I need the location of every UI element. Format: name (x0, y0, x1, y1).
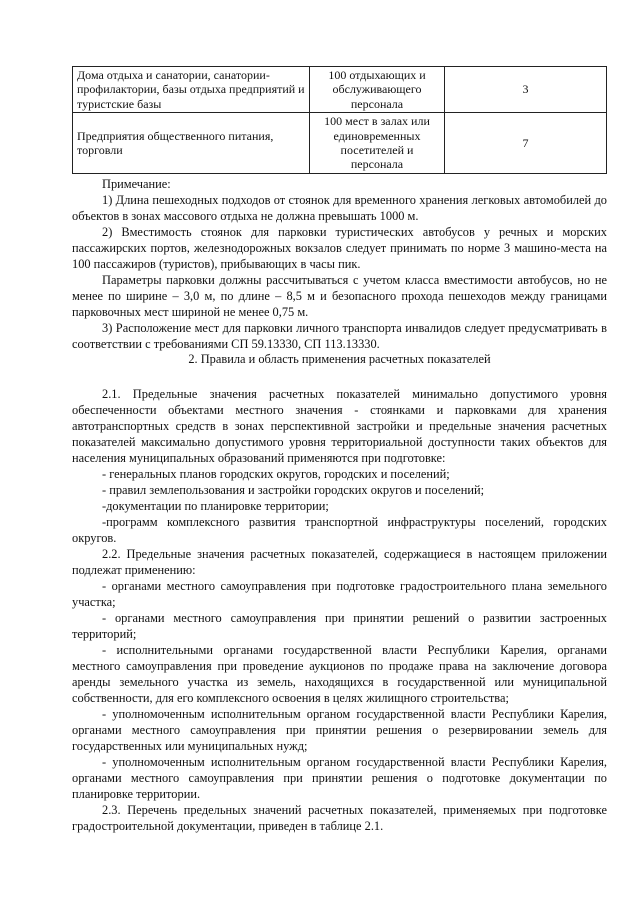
list-item: - уполномоченным исполнительным органом государственной власти Республики Карелия, органами местного самоуправления при принятии решения о резервировании земель для государственных или муниципальных нужд; (72, 707, 607, 753)
table-cell-unit: 100 мест в залах или единовременных посетителей и персонала (310, 113, 445, 174)
list-item: - органами местного самоуправления при подготовке градостроительного плана земельного участка; (72, 579, 607, 609)
list-item: -документации по планировке территории; (102, 499, 329, 513)
section-title: 2. Правила и область применения расчетных показателей (188, 352, 491, 366)
paragraph-2-1: 2.1. Предельные значения расчетных показателей минимально допустимого уровня обеспеченности объектами местного значения - стоянками и парковками для хранения автотранспортных средств в зонах перспективной застройки и предельные значения расчетных показателей максимально допустимого уровня территориальной доступности таких объектов для населения муниципальных образований применяются при подготовке: (72, 387, 607, 465)
table-cell-object: Предприятия общественного питания, торговли (73, 113, 310, 174)
note-1: 1) Длина пешеходных подходов от стоянок для временного хранения легковых автомобилей до объектов в зонах массового отдыха не должна превышать 1000 м. (72, 193, 607, 223)
table-row (73, 113, 607, 174)
list-item: -программ комплексного развития транспортной инфраструктуры поселений, городских округов. (72, 515, 607, 545)
list-item: - генеральных планов городских округов, городских и поселений; (102, 467, 450, 481)
paragraph-2-2: 2.2. Предельные значения расчетных показателей, содержащиеся в настоящем приложении подлежат применению: (72, 547, 607, 577)
table-cell-object: Дома отдыха и санатории, санатории-профилактории, базы отдыха предприятий и туристские базы (73, 67, 310, 113)
section-title-block (72, 351, 607, 367)
note-3: 3) Расположение мест для парковки личного транспорта инвалидов следует предусматривать в соответствии с требованиями СП 59.13330, СП 113.13330. (72, 321, 607, 351)
list-item: - уполномоченным исполнительным органом государственной власти Республики Карелия, органами местного самоуправления при принятии решения о подготовке документации по планировке территории. (72, 755, 607, 801)
table-row (73, 67, 607, 113)
notes-heading: Примечание: (102, 177, 171, 191)
table-cell-unit: 100 отдыхающих и обслуживающего персонала (310, 67, 445, 113)
paragraph-2-3: 2.3. Перечень предельных значений расчетных показателей, применяемых при подготовке градостроительной документации, приведен в таблице 2.1. (72, 803, 607, 833)
table-cell-value: 3 (445, 67, 607, 113)
table-cell-value: 7 (445, 113, 607, 174)
section-body (72, 386, 607, 834)
list-item: - исполнительными органами государственной власти Республики Карелия, органами местного самоуправления при проведение аукционов по продаже права на заключение договора аренды земельного участка из земель, находящихся в государственной или муниципальной собственности, для его комплексного освоения в целях жилищного строительства; (72, 643, 607, 705)
note-2: 2) Вместимость стоянок для парковки туристических автобусов у речных и морских пассажирских портов, железнодорожных вокзалов следует принимать по норме 3 машино-места на 100 пассажиров (туристов), прибывающих в часы пик. (72, 225, 607, 271)
notes-block (72, 176, 607, 352)
note-2-parameters: Параметры парковки должны рассчитываться с учетом класса вместимости автобусов, но не менее по ширине – 3,0 м, по длине – 8,5 м и безопасного прохода пешеходов между границами парковочных мест шириной не менее 0,75 м. (72, 273, 607, 319)
parking-norms-table (72, 66, 607, 174)
list-item: - органами местного самоуправления при принятии решений о развитии застроенных территорий; (72, 611, 607, 641)
list-item: - правил землепользования и застройки городских округов и поселений; (102, 483, 485, 497)
